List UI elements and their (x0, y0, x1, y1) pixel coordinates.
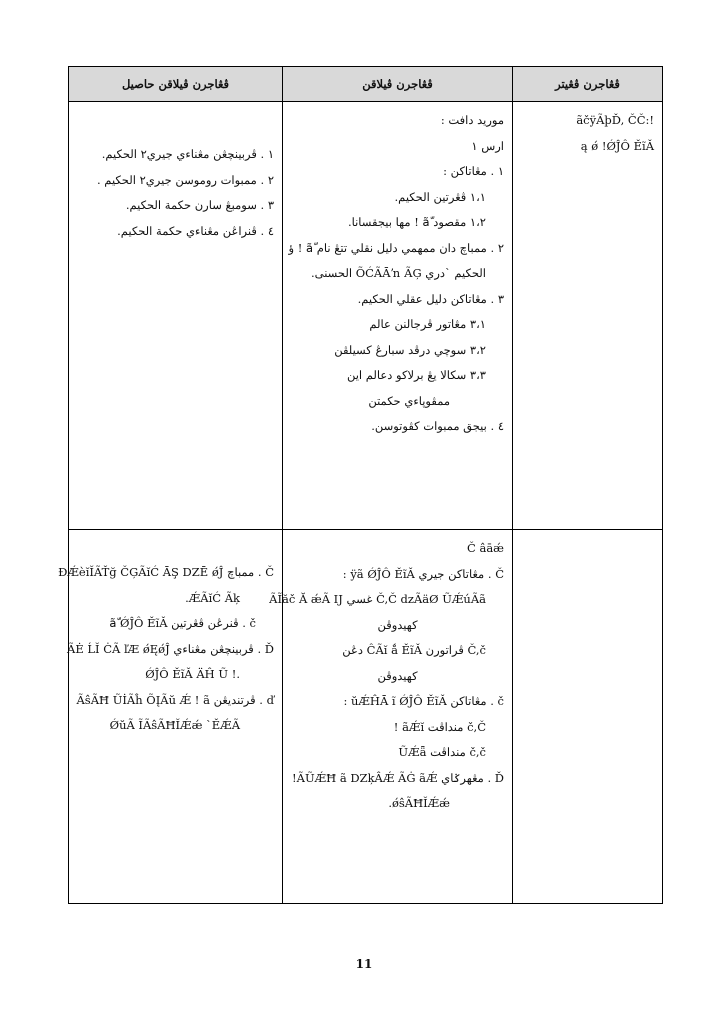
header-activity: ڤڠاجرن ڤيلاقن (283, 67, 513, 102)
result-item: ١ . ڤربينچڠن مڠناءي جيري٢ الحکيم. (101, 147, 274, 161)
activity-item: Č,Č ǳÃäØ ŨǼúÃã غسي ÃĨăč Ă ǽÃ Ĳ (269, 592, 486, 606)
result-item: č . ڤنرڠن ڤڠرتين ãّ ǾĴÔ ĚĩǍ (109, 616, 256, 630)
activity-item: Ď . مڠهرݢاي ÃŨǼĦ ã ǱķÂǼ ÃĠ ãǼ! (292, 770, 504, 785)
activity-item: č,Č منداڤت ãǼĭ ! (393, 719, 486, 734)
activity-item: ǿŝÃĦĬǼǽ. (388, 796, 450, 810)
result-item: Ď . ڤربينچڠن مڠناءي ÃĖ ĹĬ ĊÃ ľÆ ǿĘǿĴ (67, 641, 274, 656)
activity-item: کهيدوڤن (377, 617, 418, 632)
result-item: ٤ . ڤنراڠن مڠناءي حکمة الحکيم. (117, 223, 274, 238)
row1-result-cell (69, 102, 283, 530)
result-item: ǾŭÃ ĨÃŝÃĦĬǼǽ `ĚǼÃ (109, 718, 240, 732)
activity-item: ١ . مڠاتاکن : (443, 164, 504, 178)
opening-item: !:ãčÿÃþĎ, ČČ (576, 113, 654, 127)
activity-item: ٣،٣ سکالا يڠ برلاکو دعالم اين (346, 368, 486, 382)
result-item: ٢ . ممبوات روموسن جيري٢ الحکيم . (97, 172, 274, 187)
activity-item: ٤ . بيجق ممبوات کڤوتوسن. (371, 419, 504, 433)
table-row-2 (69, 530, 663, 904)
header-result-activity: ڤڠاجرن ڤيلاقن حاصيل (69, 67, 283, 102)
activity-item: č . مڠاتاکن ŭǼĤĀ ĩ ǾĴÔ ĚĩǍ : (343, 694, 504, 708)
row1-activity-cell (283, 102, 513, 530)
activity-item: موريد دافت : (440, 113, 504, 127)
result-item: Č . ممباچ ĐǼèĭĬÃŤğ ČĢÃĭĆ ĀŞ ǱĒ ǿĴ (58, 565, 274, 579)
table-header-row (69, 67, 663, 102)
activity-item: ٣،٢ سوچي درڤد سبارڠ کسيلڤن (334, 342, 486, 357)
activity-item: ٢ . ممباچ دان ممهمي دليل نقلي تتڠ نام ãّ ! ؤ (288, 240, 504, 255)
opening-item: ą ǿ !ǾĴÔ ĚĩǍ (580, 138, 654, 153)
header-opening: ڤڠاجرن ڤڠيتر (513, 67, 663, 102)
result-item: ٣ . سومبڠ سارن حکمة الحکيم. (125, 198, 274, 212)
row2-activity-cell (269, 530, 513, 904)
result-item: ǼÃĭĆ Ãķ. (185, 590, 240, 605)
table-row-1 (69, 102, 663, 530)
page-number: 11 (355, 957, 373, 971)
result-item: ď . ڤرتنديڠن ÃŝÃĦ ŨİÃĥ ÕĮÃŭ Ǽ ! ã (76, 692, 274, 707)
activity-item: ممڤوڽاءي حکمتن (368, 393, 450, 408)
row2-opening-cell (513, 530, 663, 904)
lesson-table (58, 66, 663, 904)
activity-item: Č . مڠاتاکن جيري ÿã ǾĴÔ ĚĩǍ : (342, 566, 504, 581)
row2-result-cell (58, 530, 283, 904)
activity-item: کهيدوڤن (377, 668, 418, 683)
activity-item: č,č منداڤت ŨǼǟ (398, 745, 486, 759)
activity-item: ١،١ ڤڠرتين الحکيم. (394, 189, 486, 204)
activity-item: Č,č ڤراتورن ĈÃĭ ǻ ĚĩǍ دڠن (342, 643, 486, 657)
activity-item: ٣،١ مڠاتور ڤرجالنن عالم (369, 317, 486, 331)
activity-item: ارس ١ (471, 138, 504, 153)
activity-item: ٣ . مڠاتاکن دليل عقلي الحکيم. (357, 291, 504, 306)
result-item: .! ǾĴÔ ĚĩǍ ÄĤ Ũ (145, 667, 240, 681)
row1-opening-cell (513, 102, 663, 530)
activity-item: Č âāǽ (467, 541, 504, 555)
activity-item: ١،٢ مقصود ãّ ! مها بيجقسانا. (347, 215, 486, 229)
activity-item: الحکيم `دري ÕĆÃĀŉ ÃĢ الحسنى. (310, 266, 486, 280)
